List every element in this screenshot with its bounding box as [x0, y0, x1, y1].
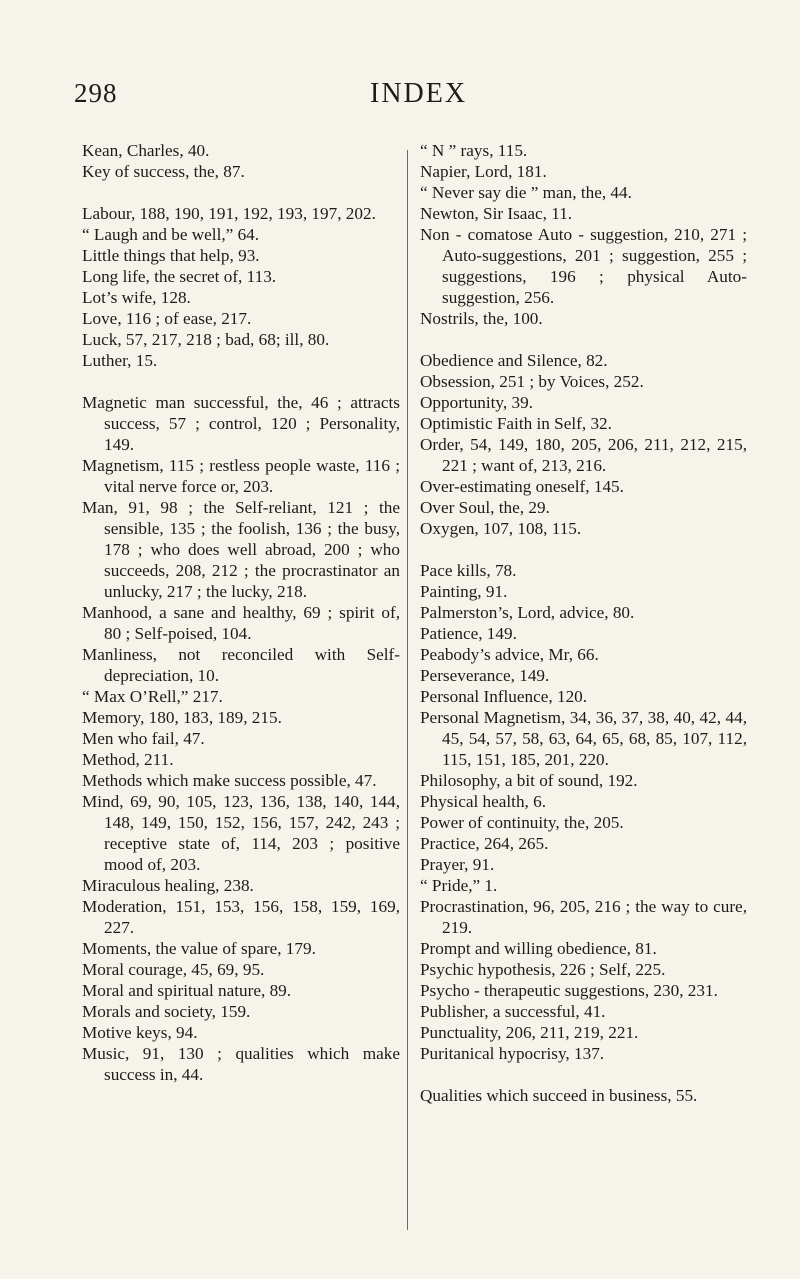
index-entry: Power of continuity, the, 205. — [420, 813, 624, 832]
index-entry: Music, 91, 130 ; qualities which make success in, 44. — [82, 1044, 400, 1084]
index-letter-group — [82, 203, 400, 371]
index-entry: Long life, the secret of, 113. — [82, 267, 277, 286]
index-entry: Palmerston’s, Lord, advice, 80. — [420, 603, 635, 622]
index-entry: Miraculous healing, 238. — [82, 876, 254, 895]
index-entry: Key of success, the, 87. — [82, 162, 245, 181]
index-entry: Publisher, a successful, 41. — [420, 1002, 606, 1021]
index-entry: Lot’s wife, 128. — [82, 288, 191, 307]
page-number: 298 — [74, 78, 118, 108]
index-letter-group — [420, 350, 747, 539]
page-header — [0, 78, 800, 118]
index-entry: Newton, Sir Isaac, 11. — [420, 204, 573, 223]
index-entry: Little things that help, 93. — [82, 246, 260, 265]
index-entry: Philosophy, a bit of sound, 192. — [420, 771, 638, 790]
index-entry: Personal Influence, 120. — [420, 687, 588, 706]
index-entry: Punctuality, 206, 211, 219, 221. — [420, 1023, 639, 1042]
index-entry: Mind, 69, 90, 105, 123, 136, 138, 140, 144, 148, 149, 150, 152, 156, 157, 242, 243 ; receptive state of, 114, 203 ; positive mood of, 203. — [82, 792, 400, 874]
index-letter-group — [82, 392, 400, 1085]
index-entry: Oxygen, 107, 108, 115. — [420, 519, 582, 538]
index-entry: Non - comatose Auto - suggestion, 210, 271 ; Auto-suggestions, 201 ; suggestion, 255 ; suggestions, 196 ; physical Auto-suggestion, 256. — [420, 225, 747, 307]
index-entry: Over-estimating oneself, 145. — [420, 477, 624, 496]
index-entry: Manliness, not reconciled with Self-depreciation, 10. — [82, 645, 400, 685]
column-divider — [407, 150, 408, 1230]
index-entry: “ Laugh and be well,” 64. — [82, 225, 260, 244]
index-entry: Magnetism, 115 ; restless people waste, 116 ; vital nerve force or, 203. — [82, 456, 400, 496]
index-entry: Painting, 91. — [420, 582, 508, 601]
index-entry: Magnetic man successful, the, 46 ; attracts success, 57 ; control, 120 ; Personality, 149. — [82, 393, 400, 454]
index-entry: Psychic hypothesis, 226 ; Self, 225. — [420, 960, 666, 979]
index-letter-group — [420, 560, 747, 1064]
index-entry: Obsession, 251 ; by Voices, 252. — [420, 372, 644, 391]
index-entry: Moderation, 151, 153, 156, 158, 159, 169, 227. — [82, 897, 400, 937]
index-entry: Memory, 180, 183, 189, 215. — [82, 708, 282, 727]
index-entry: “ N ” rays, 115. — [420, 141, 528, 160]
index-entry: Methods which make success possible, 47. — [82, 771, 377, 790]
index-entry: Method, 211. — [82, 750, 174, 769]
index-entry: Napier, Lord, 181. — [420, 162, 547, 181]
index-entry: “ Never say die ” man, the, 44. — [420, 183, 632, 202]
index-entry: Psycho - therapeutic suggestions, 230, 231. — [420, 981, 718, 1000]
index-entry: Moral courage, 45, 69, 95. — [82, 960, 265, 979]
index-column-left — [82, 140, 400, 1085]
index-entry: Luck, 57, 217, 218 ; bad, 68; ill, 80. — [82, 330, 330, 349]
index-entry: Over Soul, the, 29. — [420, 498, 550, 517]
index-entry: Order, 54, 149, 180, 205, 206, 211, 212, 215, 221 ; want of, 213, 216. — [420, 435, 747, 475]
index-entry: Motive keys, 94. — [82, 1023, 198, 1042]
index-entry: Optimistic Faith in Self, 32. — [420, 414, 612, 433]
index-entry: Man, 91, 98 ; the Self-reliant, 121 ; the sensible, 135 ; the foolish, 136 ; the busy, 178 ; who does well abroad, 200 ; who succeeds, 208, 212 ; the procrastinator an unlucky, 217 ; the lucky, 218. — [82, 498, 400, 601]
index-letter-group — [420, 140, 747, 329]
index-entry: Luther, 15. — [82, 351, 158, 370]
index-entry: Physical health, 6. — [420, 792, 547, 811]
index-entry: Men who fail, 47. — [82, 729, 205, 748]
index-entry: Labour, 188, 190, 191, 192, 193, 197, 202. — [82, 204, 376, 223]
index-entry: Puritanical hypocrisy, 137. — [420, 1044, 605, 1063]
index-entry: Peabody’s advice, Mr, 66. — [420, 645, 599, 664]
index-entry: Qualities which succeed in business, 55. — [420, 1086, 698, 1105]
index-entry: Nostrils, the, 100. — [420, 309, 543, 328]
running-title: INDEX — [370, 78, 468, 109]
index-entry: Pace kills, 78. — [420, 561, 517, 580]
index-entry: Opportunity, 39. — [420, 393, 533, 412]
index-entry: Personal Magnetism, 34, 36, 37, 38, 40, 42, 44, 45, 54, 57, 58, 63, 64, 65, 68, 85, 107, 112, 115, 151, 185, 201, 220. — [420, 708, 747, 769]
index-entry: “ Pride,” 1. — [420, 876, 498, 895]
index-letter-group — [420, 1085, 747, 1106]
index-entry: Prompt and willing obedience, 81. — [420, 939, 657, 958]
index-entry: Procrastination, 96, 205, 216 ; the way to cure, 219. — [420, 897, 747, 937]
index-letter-group — [82, 140, 400, 182]
index-column-right — [420, 140, 747, 1106]
index-entry: Morals and society, 159. — [82, 1002, 251, 1021]
index-entry: Obedience and Silence, 82. — [420, 351, 608, 370]
index-entry: Patience, 149. — [420, 624, 517, 643]
index-entry: Practice, 264, 265. — [420, 834, 549, 853]
index-entry: Kean, Charles, 40. — [82, 141, 210, 160]
index-entry: Manhood, a sane and healthy, 69 ; spirit of, 80 ; Self-poised, 104. — [82, 603, 400, 643]
index-entry: “ Max O’Rell,” 217. — [82, 687, 223, 706]
index-entry: Love, 116 ; of ease, 217. — [82, 309, 252, 328]
index-entry: Perseverance, 149. — [420, 666, 550, 685]
index-entry: Moral and spiritual nature, 89. — [82, 981, 292, 1000]
index-entry: Prayer, 91. — [420, 855, 495, 874]
index-entry: Moments, the value of spare, 179. — [82, 939, 316, 958]
